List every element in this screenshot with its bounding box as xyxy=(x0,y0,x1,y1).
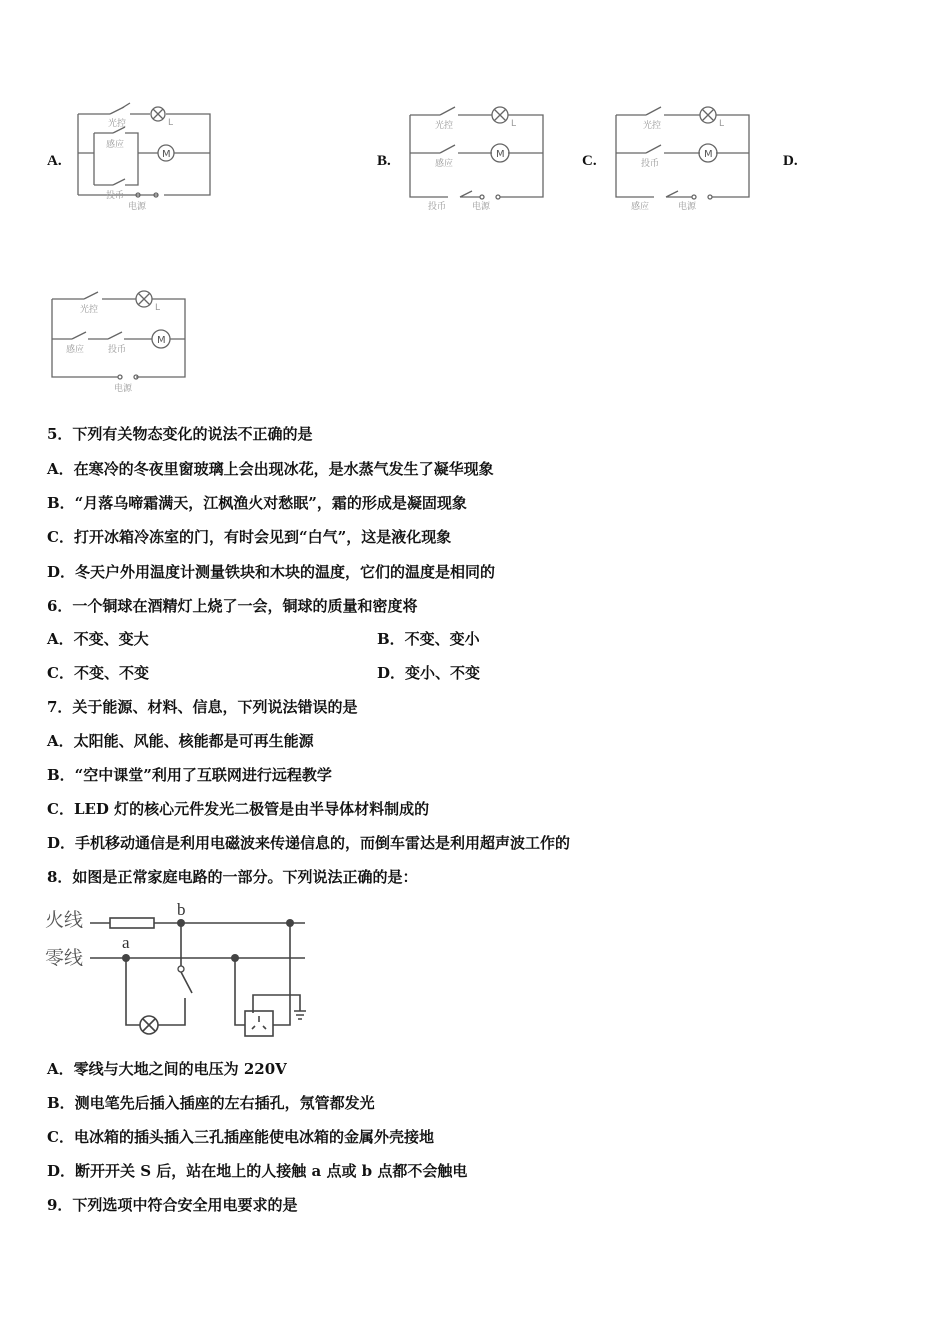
svg-text:感应: 感应 xyxy=(66,345,85,355)
svg-text:电源: 电源 xyxy=(114,384,133,394)
svg-text:电源: 电源 xyxy=(678,202,697,212)
q8-option-a: A．零线与大地之间的电压为 220V xyxy=(47,1060,287,1078)
q7-option-a: A．太阳能、风能、核能都是可再生能源 xyxy=(47,732,314,750)
svg-text:光控: 光控 xyxy=(435,121,454,131)
svg-text:L: L xyxy=(168,118,174,128)
svg-text:零线: 零线 xyxy=(45,947,84,969)
q6-option-d: D．变小、不变 xyxy=(377,664,481,682)
svg-text:L: L xyxy=(155,303,161,313)
svg-text:感应: 感应 xyxy=(631,202,650,212)
svg-text:b: b xyxy=(177,900,186,919)
q5-option-c: C．打开冰箱冷冻室的门，有时会见到“白气”，这是液化现象 xyxy=(47,528,452,546)
q8-option-c: C．电冰箱的插头插入三孔插座能使电冰箱的金属外壳接地 xyxy=(47,1128,434,1146)
option-a-label: A. xyxy=(47,153,62,169)
q6-option-b: B．不变、变小 xyxy=(377,630,480,648)
circuit-c-diagram xyxy=(616,105,756,210)
option-c-label: C. xyxy=(582,153,597,169)
question-9-stem: 9．下列选项中符合安全用电要求的是 xyxy=(47,1196,298,1214)
svg-text:投币: 投币 xyxy=(428,202,447,212)
svg-text:感应: 感应 xyxy=(435,159,454,169)
svg-text:电源: 电源 xyxy=(472,202,491,212)
circuit-a-diagram xyxy=(78,105,218,212)
question-8-stem: 8．如图是正常家庭电路的一部分。下列说法正确的是： xyxy=(47,868,418,886)
option-d-label: D. xyxy=(783,153,798,169)
q5-option-d: D．冬天户外用温度计测量铁块和木块的温度，它们的温度是相同的 xyxy=(47,563,496,581)
question-6-stem: 6．一个铜球在酒精灯上烧了一会，铜球的质量和密度将 xyxy=(47,597,418,615)
svg-text:投币: 投币 xyxy=(108,345,127,355)
svg-text:M: M xyxy=(496,149,505,160)
q7-option-c: C．LED 灯的核心元件发光二极管是由半导体材料制成的 xyxy=(47,800,430,818)
q6-option-a: A．不变、变大 xyxy=(47,630,149,648)
svg-text:光控: 光控 xyxy=(80,305,99,315)
svg-text:电源: 电源 xyxy=(128,202,147,212)
q7-option-d: D．手机移动通信是利用电磁波来传递信息的，而倒车雷达是利用超声波工作的 xyxy=(47,834,571,852)
q5-option-a: A．在寒冷的冬夜里窗玻璃上会出现冰花，是水蒸气发生了凝华现象 xyxy=(47,460,494,478)
question-5-stem: 5．下列有关物态变化的说法不正确的是 xyxy=(47,425,313,443)
svg-text:感应: 感应 xyxy=(106,140,125,150)
svg-text:光控: 光控 xyxy=(643,121,662,131)
svg-text:L: L xyxy=(511,119,517,129)
svg-text:投币: 投币 xyxy=(641,159,660,169)
circuit-d-diagram xyxy=(52,290,192,395)
q8-option-d: D．断开开关 S 后，站在地上的人接触 a 点或 b 点都不会触电 xyxy=(47,1162,468,1180)
svg-text:M: M xyxy=(162,149,171,160)
svg-text:M: M xyxy=(157,335,166,346)
svg-text:M: M xyxy=(704,149,713,160)
circuit-b-diagram xyxy=(410,105,550,210)
option-b-label: B. xyxy=(377,153,391,169)
q6-option-c: C．不变、不变 xyxy=(47,664,149,682)
household-circuit-diagram xyxy=(45,898,315,1043)
q8-option-b: B．测电笔先后插入插座的左右插孔，氖管都发光 xyxy=(47,1094,375,1112)
svg-text:光控: 光控 xyxy=(108,119,127,129)
q7-option-b: B．“空中课堂”利用了互联网进行远程教学 xyxy=(47,766,332,784)
svg-text:a: a xyxy=(122,933,130,952)
question-7-stem: 7．关于能源、材料、信息，下列说法错误的是 xyxy=(47,698,358,716)
svg-text:火线: 火线 xyxy=(45,909,84,931)
q5-option-b: B．“月落乌啼霜满天，江枫渔火对愁眠”，霜的形成是凝固现象 xyxy=(47,494,467,512)
svg-text:L: L xyxy=(719,119,725,129)
svg-text:投币: 投币 xyxy=(106,191,125,201)
